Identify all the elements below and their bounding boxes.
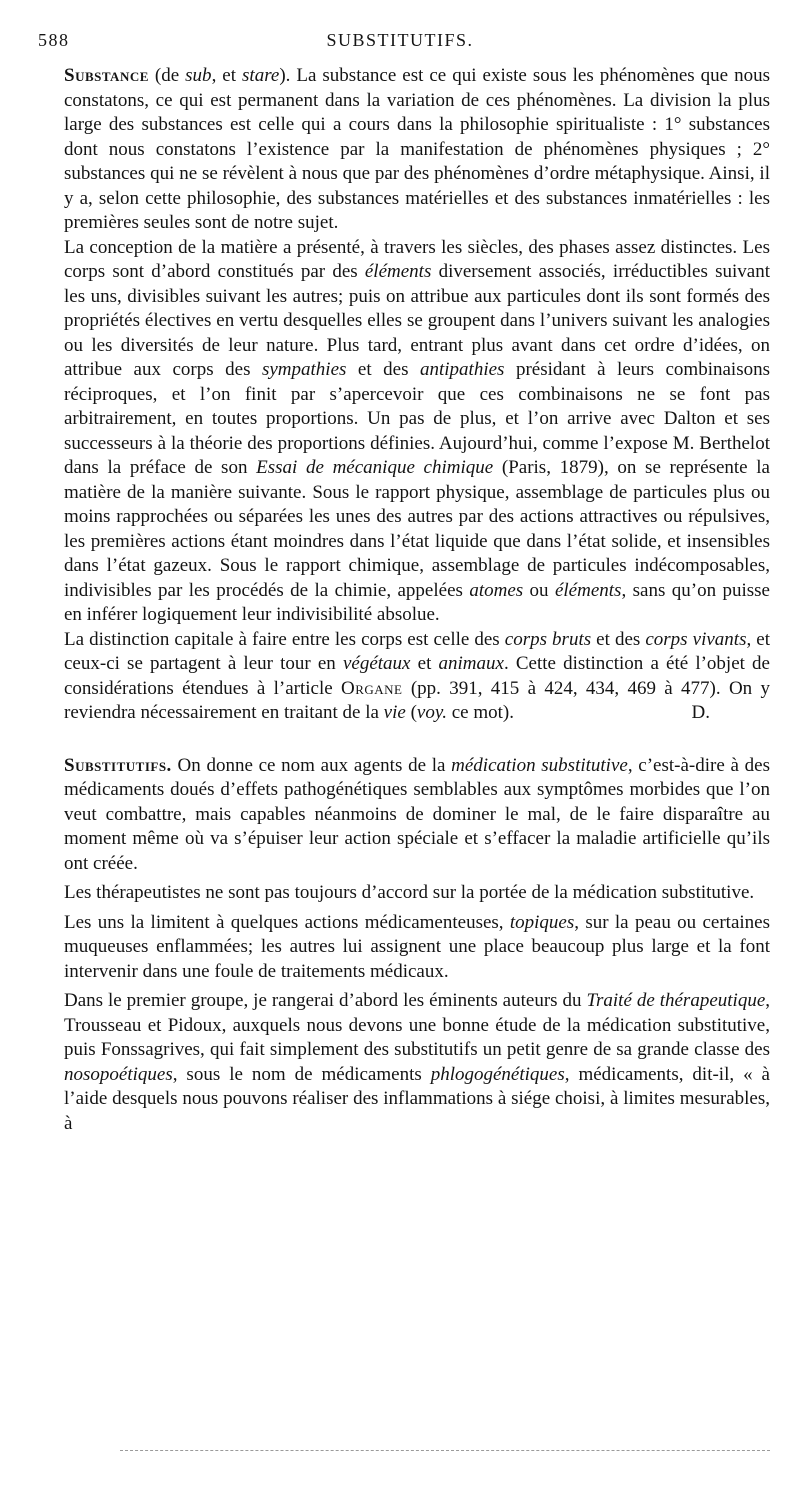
italic-run: corps bruts xyxy=(504,628,592,650)
italic-run: Traité de thérapeutique xyxy=(586,990,766,1011)
author-signature: D. xyxy=(691,702,710,723)
text-run: La conception de la matière a présenté, à travers les siècles, des phases assez distinctes. Les corps sont d’abord constitués par des xyxy=(64,236,770,282)
text-run: présidant à leurs combinaisons réciproques, et l’on finit par s’apercevoir que ces combinaisons ne se font pas arbitrairement, en toutes proportions. Un pas de plus, et l’on arrive avec Dalton et ses successeurs à la théorie des proportions définies. Aujourd’hui, comme l’expose M. Berthelot dans la préface de son xyxy=(64,359,770,478)
text-run: ou xyxy=(523,579,555,601)
text-run: Les uns la limitent à quelques actions médicamenteuses, xyxy=(64,911,510,933)
text-run: . Cette distinction a été l’objet de considérations étendues à l’article xyxy=(64,653,770,699)
paragraph xyxy=(64,628,770,726)
running-title: SUBSTITUTIFS. xyxy=(326,30,474,50)
italic-run: nosopoétiques xyxy=(64,1063,173,1085)
paragraph xyxy=(64,989,770,1136)
italic-run: animaux xyxy=(438,653,504,674)
italic-run: éléments xyxy=(364,261,432,282)
text-run: , et xyxy=(211,65,243,86)
italic-run: atomes xyxy=(469,579,524,601)
italic-run: voy. xyxy=(416,702,447,723)
italic-run: phlogogénétiques xyxy=(430,1063,565,1085)
italic-run: Essai de mécanique chimique xyxy=(256,457,494,478)
entry-substance xyxy=(64,64,770,726)
text-run: , sans qu’on puisse en inférer logiquement leur indivisibilité absolue. xyxy=(64,579,770,625)
paragraph xyxy=(64,881,770,906)
paragraph xyxy=(64,754,770,877)
paragraph xyxy=(64,911,770,985)
article-body xyxy=(64,64,770,1136)
entry-substitutifs xyxy=(64,754,770,1137)
italic-run: médication substitutive xyxy=(451,754,628,776)
text-run: , médicaments, dit-il, « à l’aide desquels nous pouvons réaliser des inflammations à siége choisi, à limites mesurables, à xyxy=(64,1063,770,1134)
italic-run: éléments xyxy=(554,579,622,601)
text-run: et des xyxy=(346,359,420,380)
paragraph-text xyxy=(64,990,770,1134)
text-run: ( xyxy=(405,702,417,723)
italic-run: stare xyxy=(242,65,280,86)
italic-run: corps vivants xyxy=(645,628,747,650)
paragraph-text xyxy=(64,882,754,903)
italic-run: antipathies xyxy=(420,359,505,380)
text-run: On donne ce nom aux agents de la xyxy=(171,754,452,776)
italic-run: sub xyxy=(185,65,212,86)
text-run: et des xyxy=(591,628,646,650)
text-run: , c’est-à-dire à des médicaments doués d’effets pathogénétiques semblables aux symptômes morbides que l’on veut combattre, mais capables néanmoins de dominer le mal, de le faire disparaître au moment même où va s’épuiser leur action spéciale et s’effacer la maladie artificielle qu’ils ont créée. xyxy=(64,754,770,874)
text-run: diversement associés, irréductibles suivant les uns, divisibles suivant les autres; puis on attribue aux particules dont ils sont formés des propriétés électives en vertu desquelles elles se groupent dans l’univers suivant les analogies ou les diversités de leur nature. Plus tard, entrant plus avant dans cet ordre d’idées, on attribue aux corps des xyxy=(64,261,770,380)
italic-run: vie xyxy=(383,702,406,723)
page-number: 588 xyxy=(38,30,70,50)
text-run: , sous le nom de médicaments xyxy=(172,1063,431,1085)
text-run: , et ceux-ci se partagent à leur tour en xyxy=(64,628,770,674)
paragraph xyxy=(64,64,770,236)
paragraph xyxy=(64,236,770,628)
running-header xyxy=(38,30,762,56)
text-run: (pp. 391, 415 à 424, 434, 469 à 477). On y reviendra nécessairement en traitant de la xyxy=(64,677,770,723)
headword: Substance xyxy=(64,65,149,86)
text-run: ). La substance est ce qui existe sous les phénomènes que nous constatons, ce qui est permanent dans la variation de ces phénomènes. La division la plus large des substances est celle qui a cours dans la philosophie spiritualiste : 1° substances dont nous constatons l’existence par la manifestation de phénomènes physiques ; 2° substances qui ne se révèlent à nous que par des phénomènes d’ordre métaphysique. Ainsi, il y a, selon cette philosophie, des substances matérielles et des substances inmatérielles : les premières seules sont de notre sujet. xyxy=(64,65,770,233)
paragraph-text xyxy=(64,912,770,982)
small-caps-run: Organe xyxy=(341,677,403,699)
headword: Substitutifs. xyxy=(64,754,172,776)
bottom-rule xyxy=(120,1450,770,1451)
italic-run: sympathies xyxy=(261,359,347,380)
text-run: Dans le premier groupe, je rangerai d’abord les éminents auteurs du xyxy=(64,990,587,1011)
text-run: (de xyxy=(148,65,186,86)
text-run: , sur la peau ou certaines muqueuses enflammées; les autres lui assignent une place beaucoup plus large et la font intervenir dans une foule de traitements médicaux. xyxy=(64,911,771,982)
text-run: et xyxy=(410,653,439,674)
italic-run: topiques xyxy=(509,911,575,933)
italic-run: végétaux xyxy=(342,653,411,674)
paragraph-text xyxy=(64,65,770,233)
text-run: ce mot). xyxy=(446,702,514,723)
text-run: Les thérapeutistes ne sont pas toujours d’accord sur la portée de la médication substitutive. xyxy=(64,882,755,903)
paragraph-text xyxy=(64,237,770,626)
text-run: (Paris, 1879), on se représente la matière de la manière suivante. Sous le rapport physique, assemblage de particules plus ou moins rapprochées ou séparées les unes des autres par des actions attractives ou répulsives, les premières actions étant moindres dans l’état liquide que dans l’état solide, et insensibles dans l’état gazeux. Sous le rapport chimique, assemblage de particules indécomposables, indivisibles par les procédés de la chimie, appelées xyxy=(64,457,770,601)
text-run: La distinction capitale à faire entre les corps est celle des xyxy=(64,628,505,650)
paragraph-text xyxy=(64,629,770,724)
text-run: , Trousseau et Pidoux, auxquels nous devons une bonne étude de la médication substitutive, puis Fonssagrives, qui fait simplement des substitutifs un petit genre de sa grande classe des xyxy=(64,990,770,1060)
